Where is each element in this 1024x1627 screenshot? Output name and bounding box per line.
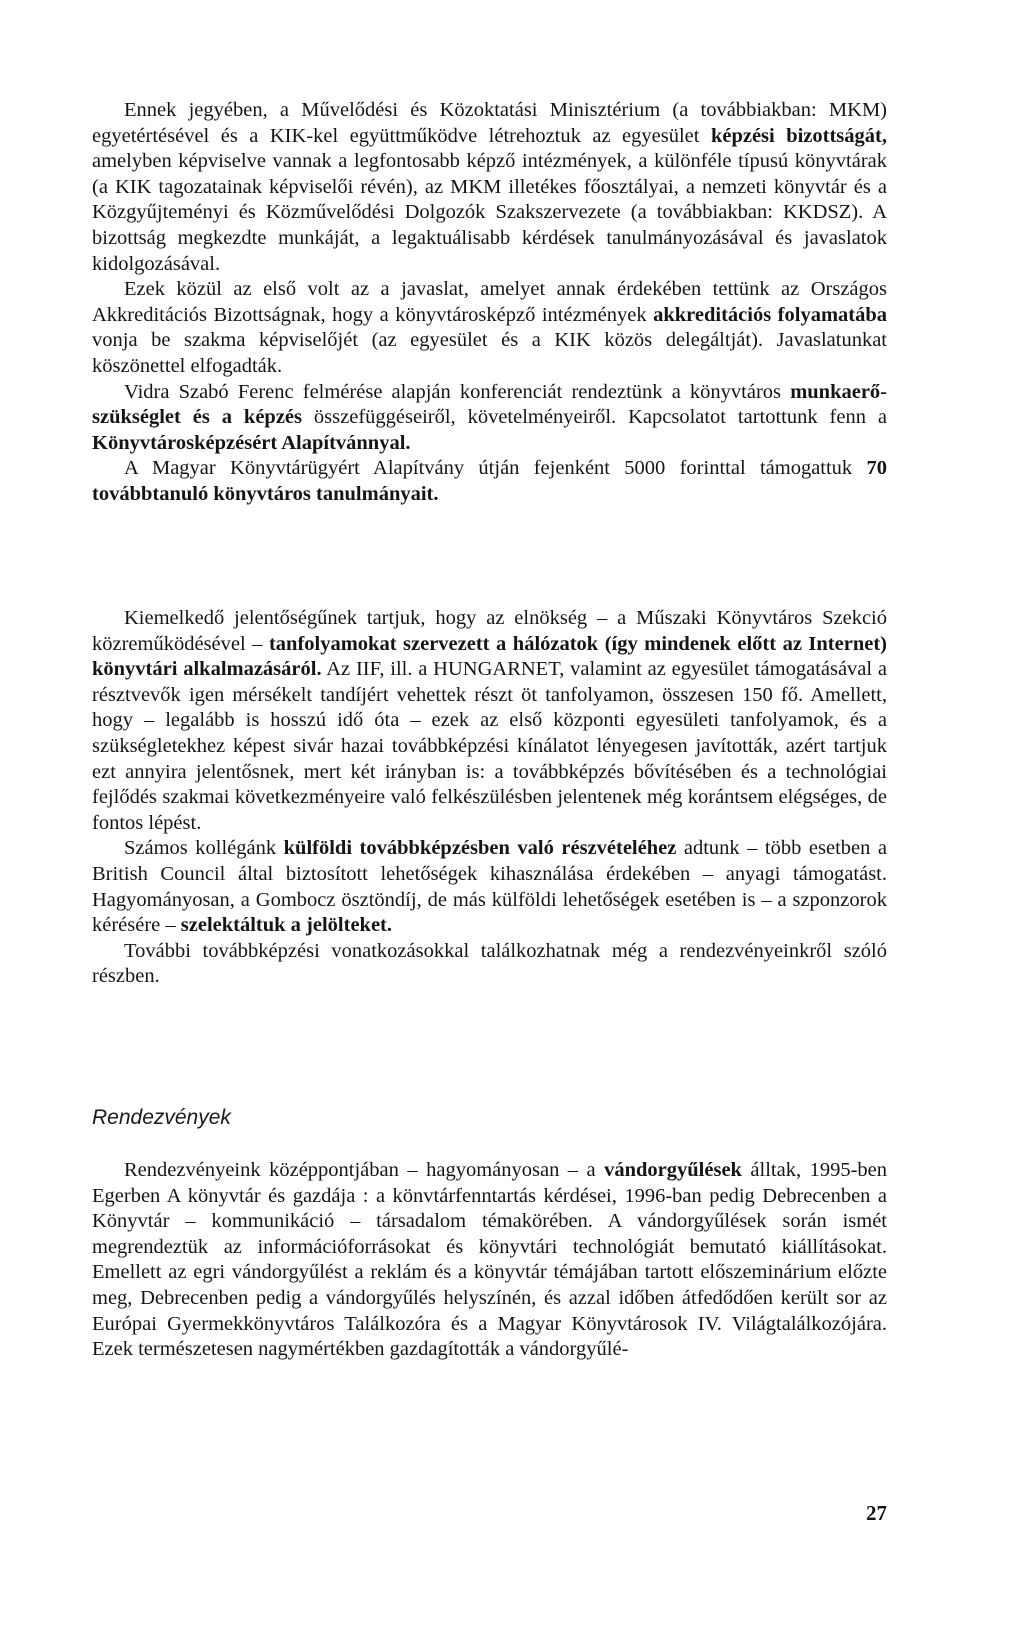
paragraph (92, 836, 887, 938)
emphasis-text: 70 továbbtanuló könyvtáros tanulmányait. (92, 457, 887, 505)
paragraph (92, 98, 887, 277)
paragraph (92, 456, 887, 507)
paragraph (92, 277, 887, 379)
text-block-courses (92, 606, 887, 990)
emphasis-text: munkaerő-szükséglet és a képzés (92, 380, 887, 429)
text-run: adtunk – több esetben a British Council által biztosított lehetőségek kihasználása érdekében – anyagi támogatást. Hagyományosan, a Gombocz ösztöndíj, de más külföldi lehetőségek esetében is – a szponzorok kérésére – (92, 837, 887, 937)
text-run: Számos kollégánk (124, 837, 284, 860)
page-number: 27 (866, 1501, 887, 1525)
paragraph (92, 606, 887, 836)
text-run: A Magyar Könyvtárügyért Alapítvány útján fejenként 5000 forinttal támogattuk (124, 457, 867, 480)
text-run: Vidra Szabó Ferenc felmérése alapján konferenciát rendeztünk a könyvtáros (124, 380, 791, 403)
section-heading: Rendezvények (92, 1106, 231, 1129)
text-run: Ennek jegyében, a Művelődési és Közoktatási Minisztérium (a továbbiakban: MKM) egyetértésével és a KIK-kel együttműködve létrehoztuk az egyesület (92, 99, 887, 147)
paragraph (92, 1158, 887, 1363)
emphasis-text: szelektáltuk a jelölteket. (180, 914, 392, 937)
paragraph (92, 380, 887, 457)
text-block-events (92, 1158, 887, 1363)
emphasis-text: tanfolyamokat szervezett a hálózatok (így mindenek előtt az Internet) könyvtári alkalmazásáról. (92, 632, 887, 681)
emphasis-text: vándorgyűlések (604, 1159, 742, 1181)
text-run: Az IIF, ill. a HUNGARNET, valamint az egyesület támogatásával a résztvevők igen mérsékelt tandíjért vehettek részt öt tanfolyamon, összesen 150 fő. Amellett, hogy – legalább is hosszú idő óta – ezek az első központi egyesületi tanfolyamok, és a szükségletekhez képest sivár hazai továbbképzési kínálatot lényegesen javították, azért tartjuk ezt annyira jelentősnek, mert két irányban is: a továbbképzés bővítésében és a technológiai fejlődés szakmai következményeire való felkészülésben jelentenek még korántsem elégséges, de fontos lépést. (92, 658, 887, 834)
text-run: Kiemelkedő jelentőségűnek tartjuk, hogy az elnökség – a Műszaki Könyvtáros Szekció közreműködésével – (92, 607, 887, 655)
text-run: álltak, 1995-ben Egerben A könyvtár és gazdája : a könvtárfenntartás kérdései, 1996-ban pedig Debrecenben a Könyvtár – kommunikáció – társadalom témakörében. A vándorgyűlések során ismét megrendeztük az információforrásokat és könyvtári technológiát bemutató kiállításokat. Emellett az egri vándorgyűlést a reklám és a könyvtár témájában tartott előszeminárium előzte meg, Debrecenben pedig a vándorgyűlés helyszínén, és azzal időben átfedődően került sor az Európai Gyermekkönyvtáros Találkozóra és a Magyar Könyvtárosok IV. Világtalálkozójára. Ezek természetesen nagymértékben gazdagították a vándorgyűlé- (92, 1159, 888, 1361)
text-run: amelyben képviselve vannak a legfontosabb képző intézmények, a különféle típusú könyvtárak (a KIK tagozatainak képviselői révén), az MKM illetékes főosztályai, a nemzeti könyvtár és a Közgyűjteményi és Közművelődési Dolgozók Szakszervezete (a továbbiakban: KKDSZ). A bizottság megkezdte munkáját, a legaktuálisabb kérdések tanulmányozásával és javaslatok kidolgozásával. (92, 150, 887, 275)
text-run: Rendezvényeink középpontjában – hagyományosan – a (124, 1159, 605, 1181)
emphasis-text: képzési bizottságát, (710, 124, 887, 147)
text-run: összefüggéseiről, követelményeiről. Kapcsolatot tartottunk fenn a (302, 406, 887, 429)
emphasis-text: külföldi továbbképzésben való részvételéhez (283, 837, 677, 860)
paragraph (92, 939, 887, 990)
text-run: Ezek közül az első volt az a javaslat, amelyet annak érdekében tettünk az Országos Akkreditációs Bizottságnak, hogy a könyvtárosképző intézmények (92, 278, 887, 326)
text-block-training (92, 98, 887, 508)
text-run: További továbbképzési vonatkozásokkal találkozhatnak még a rendezvényeinkről szóló részben. (92, 939, 887, 988)
emphasis-text: Könyvtárosképzésért Alapítvánnyal. (92, 431, 411, 454)
emphasis-text: akkreditációs folyamatába (653, 303, 888, 326)
text-run: vonja be szakma képviselőjét (az egyesület és a KIK közös delegáltját). Javaslatunkat köszönettel elfogadták. (92, 329, 887, 377)
